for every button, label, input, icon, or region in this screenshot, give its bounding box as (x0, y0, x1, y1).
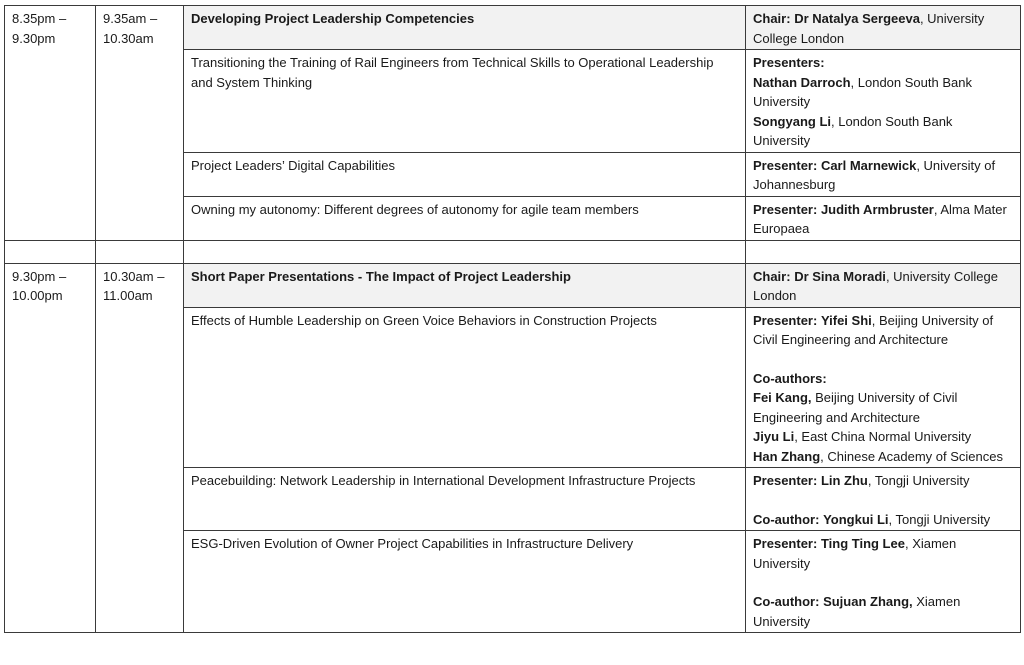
presenter-label: Presenter: (753, 536, 818, 551)
presenters-cell (746, 50, 1021, 153)
presenter-entry (753, 534, 1013, 573)
presenters-label: Presenters: (753, 55, 825, 70)
coauthor-entry (753, 388, 1013, 427)
presenter-name: Ting Ting Lee (820, 536, 905, 551)
spacer-cell (5, 240, 96, 263)
coauthor-affiliation: , Chinese Academy of Sciences (820, 448, 1003, 464)
paper-title: Transitioning the Training of Rail Engineers from Technical Skills to Operational Leadership and System Thinking (184, 50, 746, 153)
coauthor-name: Sujuan Zhang, (823, 594, 913, 609)
coauthor-label: Co-author: (753, 594, 820, 609)
coauthor-entry (753, 447, 1013, 467)
presenter-affiliation: , University of Johannesburg (753, 157, 996, 192)
paper-title: Effects of Humble Leadership on Green Voice Behaviors in Construction Projects (184, 307, 746, 468)
paper-title: ESG-Driven Evolution of Owner Project Capabilities in Infrastructure Delivery (184, 531, 746, 633)
spacer-row (5, 240, 1021, 263)
spacer-cell (96, 240, 184, 263)
coauthor-affiliation: Xiamen University (753, 594, 961, 629)
chair-affiliation: , University College London (753, 11, 985, 46)
presenter-name: Songyang Li (753, 113, 831, 129)
coauthor-entry (753, 510, 1013, 530)
chair-name: Dr Sina Moradi (794, 268, 886, 284)
session-title: Short Paper Presentations - The Impact of Project Leadership (184, 263, 746, 307)
chair-cell (746, 6, 1021, 50)
spacer-cell (746, 240, 1021, 263)
coauthor-affiliation: , East China Normal University (794, 429, 972, 444)
session-row (5, 6, 1021, 50)
presenter-label: Presenter: (753, 473, 818, 488)
time-uk: 8.35pm – 9.30pm (12, 11, 67, 46)
programme-table (4, 5, 1021, 633)
presenter-cell (746, 152, 1021, 196)
chair-name: Dr Natalya Sergeeva (794, 11, 920, 26)
presenter-affiliation: , London South Bank University (753, 74, 972, 109)
presenter-entry (753, 311, 1013, 350)
paper-title: Peacebuilding: Network Leadership in International Development Infrastructure Projects (184, 468, 746, 531)
presenter-name: Yifei Shi (820, 312, 872, 328)
coauthor-name: Han Zhang (753, 448, 821, 464)
coauthor-entry (753, 592, 1013, 631)
presenter-entry (753, 73, 1013, 112)
presenter-name: Lin Zhu (820, 473, 868, 488)
time-local: 10.30am – 11.00am (103, 268, 165, 303)
blank-line (753, 350, 1013, 369)
time-local-cell (96, 6, 184, 241)
chair-label: Chair: (753, 11, 791, 26)
session-title: Developing Project Leadership Competencies (184, 6, 746, 50)
presenter-label: Presenter: (753, 312, 818, 328)
paper-title: Project Leaders’ Digital Capabilities (184, 152, 746, 196)
time-local-cell (96, 263, 184, 633)
presenter-cell (746, 307, 1021, 468)
presenter-affiliation: , London South Bank University (753, 113, 953, 148)
time-uk: 9.30pm – 10.00pm (12, 268, 67, 303)
coauthor-name: Fei Kang, (753, 390, 812, 405)
presenter-affiliation: , Xiamen University (753, 536, 957, 571)
coauthor-affiliation: , Tongji University (888, 511, 991, 527)
presenter-entry (753, 471, 1013, 491)
presenter-affiliation: , Tongji University (867, 473, 970, 488)
chair-label: Chair: (753, 268, 791, 284)
spacer-cell (184, 240, 746, 263)
blank-line (753, 491, 1013, 510)
presenter-label: Presenter: (753, 157, 818, 173)
time-uk-cell (5, 6, 96, 241)
presenter-name: Nathan Darroch (753, 74, 851, 90)
time-uk-cell (5, 263, 96, 633)
presenter-label: Presenter: (753, 201, 818, 217)
presenter-affiliation: , Alma Mater Europaea (753, 201, 1007, 236)
presenter-cell (746, 531, 1021, 633)
chair-affiliation: , University College London (753, 268, 998, 303)
presenter-cell (746, 196, 1021, 240)
presenter-affiliation: , Beijing University of Civil Engineering and Architecture (753, 312, 994, 347)
coauthor-entry (753, 427, 1013, 447)
chair-cell (746, 263, 1021, 307)
blank-line (753, 573, 1013, 592)
presenter-name: Judith Armbruster (820, 201, 934, 217)
paper-title: Owning my autonomy: Different degrees of autonomy for agile team members (184, 196, 746, 240)
coauthor-label: Co-author: (753, 511, 820, 527)
time-local: 9.35am – 10.30am (103, 11, 158, 46)
presenter-cell (746, 468, 1021, 531)
presenter-name: Carl Marnewick (820, 157, 917, 173)
coauthors-label: Co-authors: (753, 370, 827, 386)
session-row (5, 263, 1021, 307)
presenter-entry (753, 112, 1013, 151)
coauthor-name: Jiyu Li (753, 429, 795, 444)
coauthor-affiliation: Beijing University of Civil Engineering and Architecture (753, 390, 958, 425)
coauthor-name: Yongkui Li (823, 511, 889, 527)
